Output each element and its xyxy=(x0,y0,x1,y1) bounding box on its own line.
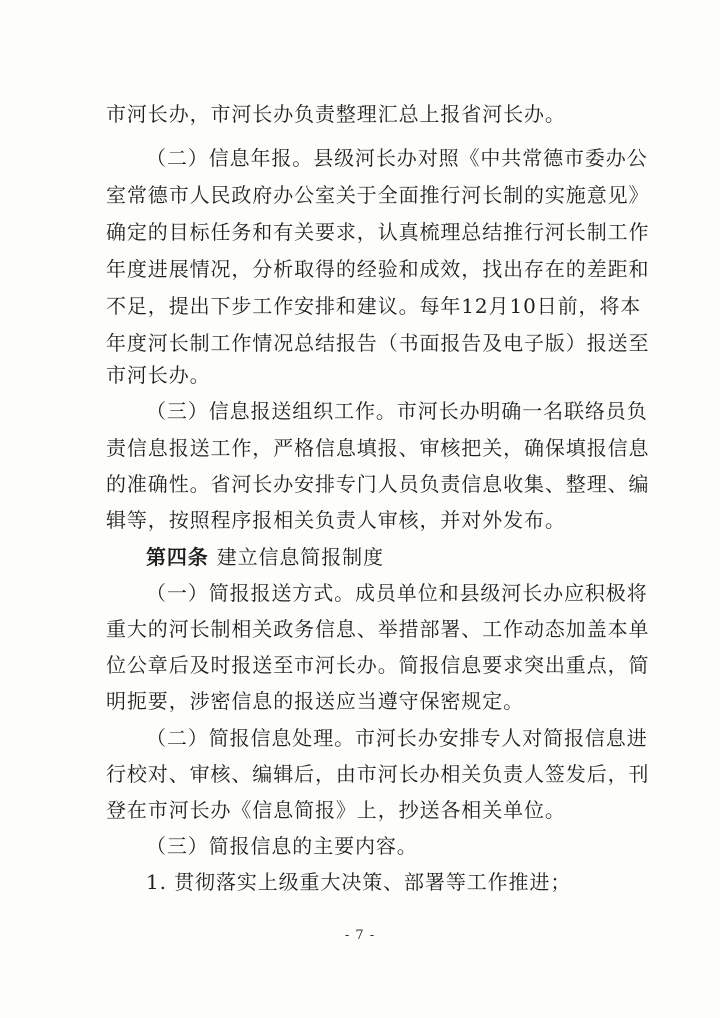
text-line: （一）简报报送方式。成员单位和县级河长办应积极将 xyxy=(146,581,648,605)
text-line: 登在市河长办《信息简报》上，抄送各相关单位。 xyxy=(106,798,566,822)
text-line: 的准确性。省河长办安排专门人员负责信息收集、整理、编 xyxy=(106,472,650,496)
text-line: （二）信息年报。县级河长办对照《中共常德市委办公 xyxy=(146,146,648,170)
text-line: 重大的河长制相关政务信息、举措部署、工作动态加盖本单 xyxy=(106,617,650,641)
text-line: 市河长办。 xyxy=(106,363,211,387)
text-line: 室常德市人民政府办公室关于全面推行河长制的实施意见》 xyxy=(106,183,650,207)
text-line: （三）简报信息的主要内容。 xyxy=(146,834,418,858)
text-line: （三）信息报送组织工作。市河长办明确一名联络员负 xyxy=(146,399,648,423)
text-line: 年度进展情况，分析取得的经验和成效，找出存在的差距和 xyxy=(106,257,650,281)
text-line: 责信息报送工作，严格信息填报、审核把关，确保填报信息 xyxy=(106,436,650,460)
page-number: - 7 - xyxy=(344,928,376,943)
text-line: 位公章后及时报送至市河长办。简报信息要求突出重点，简 xyxy=(106,653,650,677)
text-line: 确定的目标任务和有关要求，认真梳理总结推行河长制工作 xyxy=(106,220,650,244)
text-line: 市河长办，市河长办负责整理汇总上报省河长办。 xyxy=(106,102,566,126)
article-number: 第四条 xyxy=(146,545,209,569)
text-line: 年度河长制工作情况总结报告（书面报告及电子版）报送至 xyxy=(106,331,650,355)
text-line: 明扼要，涉密信息的报送应当遵守保密规定。 xyxy=(106,689,524,713)
text-line: 辑等，按照程序报相关负责人审核，并对外发布。 xyxy=(106,508,566,532)
article-title: 建立信息简报制度 xyxy=(216,545,384,569)
text-line: 行校对、审核、编辑后，由市河长办相关负责人签发后，刊 xyxy=(106,762,650,786)
text-line: 1. 贯彻落实上级重大决策、部署等工作推进； xyxy=(146,870,572,894)
text-line: （二）简报信息处理。市河长办安排专人对简报信息进 xyxy=(146,726,648,750)
text-line: 不足，提出下步工作安排和建议。每年12月10日前，将本 xyxy=(106,294,642,318)
article-heading-line xyxy=(146,545,384,569)
